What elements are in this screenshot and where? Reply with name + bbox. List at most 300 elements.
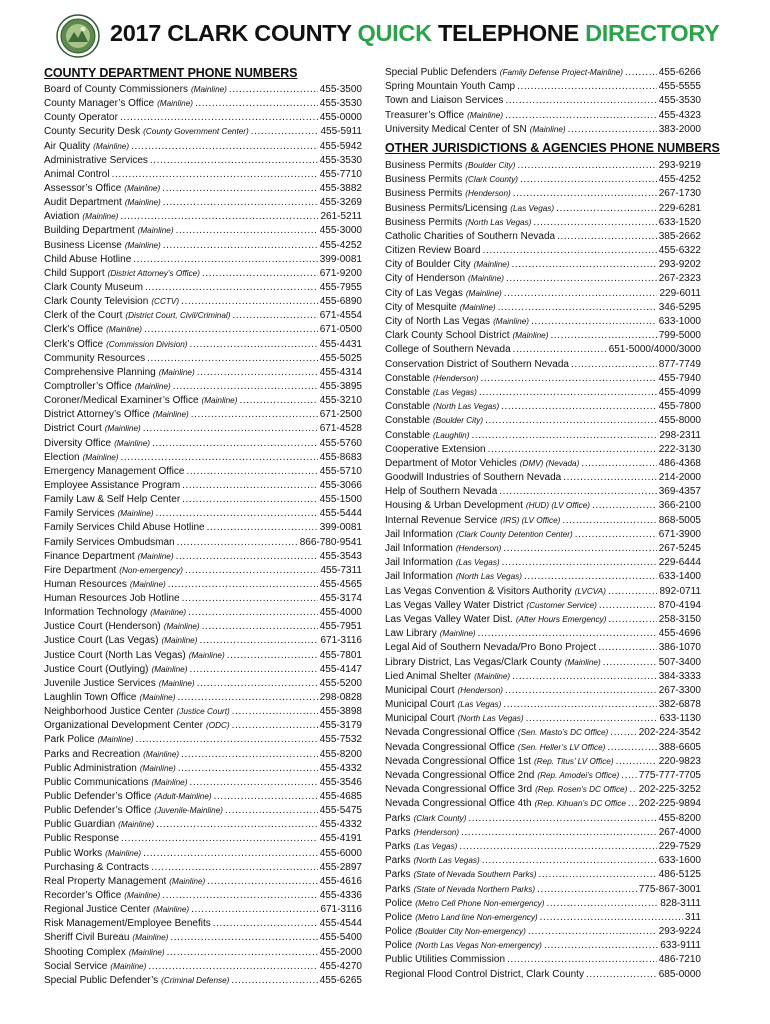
- entry-qualifier: (Mainline): [97, 735, 134, 745]
- entry-phone: 671-9200: [319, 267, 362, 279]
- entry-name: Public Works: [44, 847, 103, 859]
- entry-qualifier: (Mainline): [439, 629, 476, 639]
- dot-leader: [505, 109, 657, 123]
- directory-entry: [385, 414, 701, 428]
- entry-name: County Operator: [44, 112, 118, 124]
- dot-leader: [168, 578, 318, 592]
- entry-qualifier: (Mainline): [201, 396, 238, 406]
- dot-leader: [459, 840, 656, 854]
- entry-name: Comptroller’s Office: [44, 380, 132, 392]
- directory-entry: [385, 656, 701, 670]
- dot-leader: [629, 783, 636, 797]
- directory-entry: [44, 338, 362, 352]
- directory-entry: [385, 854, 701, 868]
- dot-leader: [182, 479, 318, 493]
- entry-qualifier: (Henderson): [465, 189, 511, 199]
- entry-name: Human Resources Job Hotline: [44, 593, 180, 605]
- directory-entry: [44, 253, 362, 267]
- entry-qualifier: (Mainline): [151, 664, 188, 674]
- entry-name: Public Defender’s Office: [44, 805, 152, 817]
- entry-phone: 202-224-3542: [638, 727, 701, 739]
- entry-name: Law Library: [385, 628, 437, 640]
- entry-qualifier: (Mainline): [114, 438, 151, 448]
- entry-qualifier: (Clark County): [413, 813, 467, 823]
- entry-phone: 455-7801: [319, 649, 362, 661]
- directory-entry: [44, 762, 362, 776]
- entry-name: Clark County Television: [44, 296, 149, 308]
- dot-leader: [485, 414, 657, 428]
- entry-name: Family Law & Self Help Center: [44, 494, 181, 506]
- entry-name: Public Guardian: [44, 819, 116, 831]
- entry-phone: 633-1130: [659, 713, 701, 725]
- directory-entry: [385, 712, 701, 726]
- entry-name: Las Vegas Convention & Visitors Authority: [385, 585, 572, 597]
- entry-name: Business Permits/Licensing: [385, 202, 508, 214]
- entry-name: Public Communications: [44, 776, 149, 788]
- directory-entry: [44, 776, 362, 790]
- dot-leader: [512, 258, 657, 272]
- entry-name: Public Utilities Commission: [385, 954, 506, 966]
- dot-leader: [191, 408, 318, 422]
- entry-name: Business License: [44, 239, 122, 251]
- entry-qualifier: (Criminal Defense): [161, 975, 230, 985]
- entry-name: Public Response: [44, 833, 120, 845]
- entry-phone: 455-3895: [319, 380, 362, 392]
- directory-entry: [44, 663, 362, 677]
- entry-phone: 455-5710: [319, 465, 362, 477]
- entry-phone: 366-2100: [658, 500, 701, 512]
- entry-name: Nevada Congressional Office 3rd: [385, 784, 533, 796]
- dot-leader: [608, 613, 656, 627]
- directory-entry: [385, 329, 701, 343]
- dot-leader: [598, 641, 656, 655]
- entry-name: Nevada Congressional Office: [385, 741, 515, 753]
- dot-leader: [163, 196, 318, 210]
- dot-leader: [625, 66, 657, 80]
- entry-qualifier: (Mainline): [468, 274, 504, 284]
- entry-qualifier: (Mainline): [190, 85, 227, 94]
- entry-phone: 298-0828: [319, 692, 362, 704]
- dot-leader: [214, 790, 318, 804]
- entry-phone: 455-7940: [658, 372, 701, 384]
- entry-phone: 455-8200: [319, 748, 362, 760]
- entry-phone: 369-4357: [658, 486, 701, 498]
- dot-leader: [143, 422, 318, 436]
- dot-leader: [517, 80, 657, 94]
- dot-leader: [503, 542, 656, 556]
- directory-entry: [44, 224, 362, 238]
- entry-name: Regional Justice Center: [44, 904, 151, 916]
- dot-leader: [481, 372, 657, 386]
- entry-qualifier: (Las Vegas): [413, 841, 458, 851]
- directory-entry: [44, 634, 362, 648]
- entry-name: Constable: [385, 429, 431, 441]
- entry-phone: 671-4528: [319, 423, 362, 435]
- dot-leader: [163, 239, 318, 253]
- dot-leader: [181, 295, 318, 309]
- directory-entry: [385, 514, 701, 528]
- entry-phone: 671-3116: [320, 635, 362, 647]
- entry-name: Diversity Office: [44, 437, 112, 449]
- entry-name: Lied Animal Shelter: [385, 670, 472, 682]
- entry-qualifier: (Mainline): [158, 678, 195, 688]
- entry-qualifier: (Mainline): [512, 331, 549, 341]
- entry-qualifier: (Commission Division): [106, 339, 188, 349]
- dot-leader: [550, 329, 656, 343]
- dot-leader: [148, 960, 317, 974]
- entry-phone: 633-9111: [660, 940, 701, 952]
- entry-qualifier: (State of Nevada Southern Parks): [413, 870, 537, 880]
- entry-phone: 455-4685: [319, 791, 362, 803]
- entry-qualifier: (Mainline): [150, 608, 187, 618]
- entry-name: Nevada Congressional Office 2nd: [385, 770, 535, 781]
- entry-phone: 214-2000: [658, 472, 701, 484]
- dot-leader: [503, 698, 656, 712]
- directory-entry: [44, 889, 362, 903]
- directory-entry: [385, 641, 701, 655]
- directory-entry: [44, 465, 362, 479]
- entry-qualifier: (HUD) (LV Office): [525, 501, 590, 511]
- entry-qualifier: (Mainline): [169, 876, 206, 886]
- entry-phone: 486-4368: [658, 457, 701, 469]
- directory-entry: [385, 343, 701, 357]
- dot-leader: [468, 812, 656, 826]
- dot-leader: [557, 230, 657, 244]
- dot-leader: [520, 173, 657, 187]
- directory-entry: [385, 400, 701, 414]
- directory-entry: [385, 741, 701, 755]
- entry-qualifier: (Boulder City): [433, 416, 484, 426]
- dot-leader: [556, 202, 657, 216]
- directory-entry: [44, 394, 362, 408]
- entry-phone: 455-3179: [319, 720, 362, 732]
- entry-name: Municipal Court: [385, 699, 455, 711]
- entry-phone: 455-6266: [658, 67, 701, 78]
- entry-name: Housing & Urban Development: [385, 500, 523, 512]
- dot-leader: [170, 931, 317, 945]
- dot-leader: [628, 797, 637, 811]
- entry-qualifier: (Mainline): [474, 671, 511, 681]
- directory-entry: [44, 352, 362, 366]
- entry-phone: 261-5211: [320, 211, 362, 223]
- entry-phone: 455-7311: [320, 564, 362, 576]
- entry-name: District Court: [44, 423, 102, 435]
- directory-entry: [44, 210, 362, 224]
- entry-phone: 382-6878: [658, 699, 701, 711]
- dot-leader: [461, 826, 657, 840]
- entry-phone: 455-5475: [319, 805, 362, 817]
- entry-phone: 455-5444: [319, 508, 362, 520]
- entry-name: Justice Court (Henderson): [44, 621, 161, 633]
- directory-entry: [385, 953, 701, 967]
- dot-leader: [499, 485, 656, 499]
- entry-phone: 455-2897: [319, 861, 362, 873]
- entry-name: Internal Revenue Service: [385, 514, 498, 526]
- entry-name: Fire Department: [44, 564, 117, 576]
- title-part-4: DIRECTORY: [585, 20, 720, 46]
- entry-phone: 455-3174: [319, 593, 362, 605]
- directory-entry: [385, 698, 701, 712]
- dot-leader: [167, 946, 318, 960]
- entry-name: Parks: [385, 812, 411, 824]
- dot-leader: [182, 493, 318, 507]
- entry-phone: 633-1600: [658, 855, 701, 867]
- directory-entry: [44, 592, 362, 606]
- entry-qualifier: (Mainline): [82, 212, 119, 222]
- entry-name: Clerk of the Court: [44, 310, 123, 322]
- entry-phone: 455-4431: [319, 338, 362, 350]
- entry-name: Animal Control: [44, 168, 110, 180]
- entry-name: Regional Flood Control District, Clark County: [385, 968, 584, 980]
- entry-phone: 229-6011: [659, 287, 701, 299]
- entry-phone: 455-7800: [658, 401, 701, 413]
- entry-qualifier: (ODC): [205, 721, 230, 731]
- dot-leader: [505, 684, 657, 698]
- entry-phone: 388-6605: [658, 741, 701, 753]
- entry-phone: 455-4332: [319, 762, 362, 774]
- entry-phone: 455-1500: [319, 494, 362, 506]
- entry-qualifier: (North Las Vegas): [455, 572, 522, 582]
- entry-name: Clerk’s Office: [44, 324, 104, 336]
- dot-leader: [185, 564, 319, 578]
- directory-entry: [44, 804, 362, 818]
- dot-leader: [540, 911, 683, 925]
- dot-leader: [607, 741, 656, 755]
- entry-phone: 311: [685, 911, 701, 923]
- directory-entry: [385, 230, 701, 244]
- entry-phone: 866-780-9541: [299, 536, 362, 548]
- directory-entry: [44, 267, 362, 281]
- entry-phone: 685-0000: [658, 968, 701, 980]
- entry-name: Coroner/Medical Examiner’s Office: [44, 395, 199, 407]
- dot-leader: [531, 315, 657, 329]
- county-departments-heading: COUNTY DEPARTMENT PHONE NUMBERS: [44, 66, 298, 80]
- entry-qualifier: (Mainline): [124, 183, 161, 193]
- entry-phone: 293-9219: [658, 159, 701, 171]
- entry-qualifier: (Las Vegas): [455, 558, 500, 568]
- entry-phone: 267-4000: [658, 826, 701, 838]
- directory-entry: [44, 917, 362, 931]
- directory-entry: [44, 295, 362, 309]
- entry-phone: 229-6281: [658, 202, 701, 214]
- dot-leader: [176, 224, 318, 238]
- directory-entry: [385, 883, 701, 897]
- entry-qualifier: (Mainline): [157, 99, 194, 109]
- entry-phone: 455-4314: [319, 366, 362, 378]
- directory-entry: [385, 315, 701, 329]
- directory-entry: [44, 536, 362, 550]
- entry-phone: 455-5555: [658, 81, 701, 93]
- directory-entry: [385, 528, 701, 542]
- directory-entry: [385, 812, 701, 826]
- entry-name: Child Abuse Hotline: [44, 253, 132, 265]
- directory-entry: [44, 748, 362, 762]
- entry-qualifier: (Juvenile-Mainline): [154, 806, 223, 816]
- directory-entry: [385, 542, 701, 556]
- directory-entry: [385, 173, 701, 187]
- dot-leader: [147, 352, 318, 366]
- directory-entry: [44, 847, 362, 861]
- dot-leader: [189, 663, 317, 677]
- directory-entry: [385, 670, 701, 684]
- directory-entry: [385, 755, 701, 769]
- dot-leader: [232, 309, 317, 323]
- entry-qualifier: (Mainline): [153, 905, 190, 915]
- directory-entry: [385, 585, 701, 599]
- dot-leader: [502, 556, 657, 570]
- entry-qualifier: (Adult-Mainline): [154, 792, 212, 802]
- entry-name: Town and Liaison Services: [385, 95, 504, 107]
- entry-qualifier: (Mainline): [158, 367, 195, 377]
- directory-entry: [385, 123, 701, 137]
- directory-entry: [44, 564, 362, 578]
- directory-entry: [44, 111, 362, 125]
- directory-entry: [385, 244, 701, 258]
- entry-name: Conservation District of Southern Nevada: [385, 358, 569, 370]
- entry-qualifier: (State of Nevada Northern Parks): [413, 884, 536, 894]
- directory-entry: [385, 826, 701, 840]
- entry-name: Emergency Management Office: [44, 465, 185, 477]
- entry-qualifier: (North Las Vegas): [457, 714, 524, 724]
- dot-leader: [162, 182, 318, 196]
- entry-phone: 455-6890: [319, 296, 362, 308]
- dot-leader: [186, 465, 317, 479]
- entry-phone: 455-4099: [658, 386, 701, 398]
- directory-entry: [44, 578, 362, 592]
- directory-entry: [385, 499, 701, 513]
- directory-entry: [44, 974, 362, 988]
- title-part-2: QUICK: [357, 20, 432, 46]
- directory-entry: [385, 109, 701, 123]
- dot-leader: [207, 521, 318, 535]
- entry-qualifier: (Mainline): [129, 579, 166, 589]
- entry-phone: 455-3530: [319, 98, 362, 110]
- directory-entry: [385, 258, 701, 272]
- entry-phone: 267-3300: [658, 684, 701, 696]
- entry-phone: 346-5295: [658, 301, 701, 313]
- entry-qualifier: (Mainline): [105, 848, 142, 858]
- entry-qualifier: (Henderson): [455, 544, 502, 553]
- directory-entry: [44, 677, 362, 691]
- dot-leader: [189, 776, 317, 790]
- dot-leader: [133, 253, 317, 267]
- dot-leader: [471, 429, 657, 443]
- entry-name: City of Mesquite: [385, 301, 457, 313]
- dot-leader: [177, 691, 317, 705]
- entry-phone: 455-2000: [319, 946, 362, 958]
- directory-entry: [385, 471, 701, 485]
- entry-phone: 633-1520: [658, 216, 701, 228]
- entry-phone: 455-3269: [319, 197, 362, 209]
- entry-phone: 455-8683: [319, 451, 362, 463]
- entry-name: Aviation: [44, 211, 80, 223]
- directory-entry: [44, 309, 362, 323]
- directory-entry: [44, 437, 362, 451]
- entry-name: Real Property Management: [44, 875, 167, 887]
- dot-leader: [143, 847, 318, 861]
- dot-leader: [231, 974, 317, 988]
- entry-phone: 267-1730: [658, 188, 701, 200]
- directory-entry: [44, 960, 362, 974]
- dot-leader: [498, 301, 657, 315]
- entry-qualifier: (Mainline): [161, 636, 198, 646]
- entry-qualifier: (Mainline): [118, 820, 155, 830]
- directory-entry: [44, 521, 362, 535]
- entry-name: Building Department: [44, 225, 135, 237]
- entry-name: Nevada Congressional Office: [385, 727, 515, 739]
- entry-phone: 455-5942: [319, 140, 362, 152]
- dot-leader: [197, 677, 318, 691]
- directory-entry: [44, 649, 362, 663]
- entry-qualifier: (Las Vegas): [510, 203, 555, 213]
- directory-entry: [385, 94, 701, 108]
- entry-name: Constable: [385, 415, 431, 427]
- entry-phone: 384-3333: [658, 670, 701, 682]
- entry-qualifier: (Sen. Masto’s DC Office): [517, 728, 609, 738]
- entry-qualifier: (District Attorney’s Office): [107, 268, 200, 278]
- title-part-1: 2017 CLARK COUNTY: [110, 20, 358, 46]
- directory-entry: [44, 239, 362, 253]
- entry-name: Parks: [385, 869, 411, 881]
- directory-entry: [385, 187, 701, 201]
- entry-name: Human Resources: [44, 578, 127, 590]
- entry-qualifier: (District Court, Civil/Criminal): [125, 311, 231, 321]
- entry-name: College of Southern Nevada: [385, 344, 511, 356]
- entry-qualifier: (North Las Vegas): [465, 217, 532, 227]
- entry-phone: 455-6322: [658, 245, 701, 257]
- directory-entry: [385, 66, 701, 80]
- entry-phone: 455-5025: [319, 352, 362, 364]
- entry-phone: 202-225-3252: [638, 784, 701, 796]
- entry-phone: 455-3546: [319, 776, 362, 788]
- entry-phone: 455-3000: [319, 225, 362, 237]
- entry-qualifier: (Mainline): [459, 302, 496, 312]
- directory-entry: [44, 493, 362, 507]
- directory-entry: [385, 202, 701, 216]
- entry-qualifier: (Las Vegas): [457, 700, 502, 710]
- dot-leader: [152, 437, 318, 451]
- dot-leader: [568, 123, 657, 137]
- dot-leader: [528, 925, 657, 939]
- directory-entry: [44, 125, 362, 139]
- entry-phone: 222-3130: [658, 443, 701, 455]
- directory-entry: [44, 705, 362, 719]
- entry-name: Las Vegas Valley Water District: [385, 599, 524, 611]
- entry-phone: 455-4323: [658, 109, 701, 121]
- directory-entry: [44, 790, 362, 804]
- directory-entry: [44, 606, 362, 620]
- entry-name: Citizen Review Board: [385, 245, 481, 257]
- dot-leader: [507, 953, 657, 967]
- directory-entry: [44, 408, 362, 422]
- entry-qualifier: (Mainline): [143, 749, 180, 759]
- entry-phone: 455-3066: [319, 479, 362, 491]
- dot-leader: [603, 656, 657, 670]
- entry-name: Special Public Defenders: [385, 67, 497, 78]
- directory-entry: [385, 599, 701, 613]
- entry-name: Clark County Museum: [44, 281, 143, 293]
- entry-name: Justice Court (North Las Vegas): [44, 649, 186, 661]
- dot-leader: [575, 528, 657, 542]
- dot-leader: [562, 514, 656, 528]
- entry-name: Treasurer’s Office: [385, 109, 465, 121]
- dot-leader: [199, 634, 318, 648]
- entry-name: Sheriff Civil Bureau: [44, 932, 130, 944]
- dot-leader: [162, 889, 318, 903]
- entry-phone: 455-7710: [319, 168, 362, 180]
- entry-phone: 455-4565: [319, 578, 362, 590]
- title-part-3: TELEPHONE: [431, 20, 586, 46]
